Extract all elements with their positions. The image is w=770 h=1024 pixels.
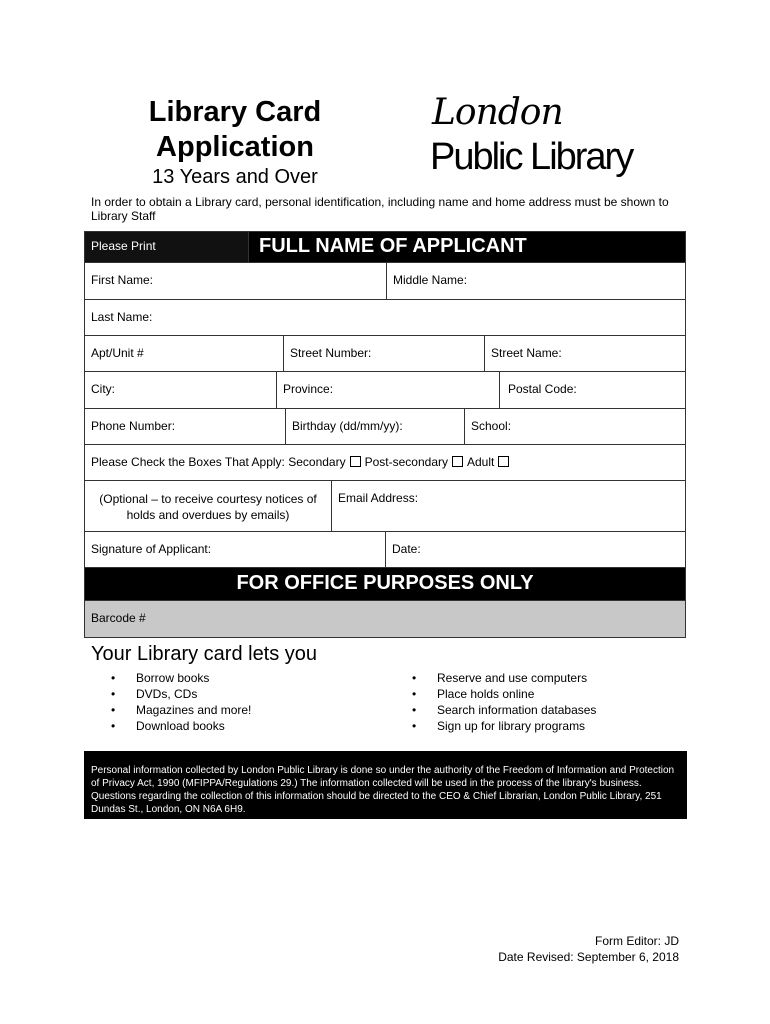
city-label: City: [91,382,115,396]
first-name-label: First Name: [91,273,154,287]
middle-name-label: Middle Name: [393,273,468,287]
privacy-notice: Personal information collected by London Public Library is done so under the authority of the Freedom of Information and Protection of Privacy Act, 1990 (MFIPPA/Regulations 29.) The information collected will be used in the process of the library's business. Questions regarding the collection of this information should be directed to the CEO & Chief Librarian, London Public Library, 251 Dundas St., London, ON N6A 6H9. [84,751,687,819]
list-item: • Reserve and use computers [437,670,596,686]
middle-name-field[interactable] [386,262,686,300]
street-number-label: Street Number: [290,346,372,360]
birthday-field[interactable] [285,408,465,445]
barcode-label: Barcode # [91,611,146,625]
date-label: Date: [392,542,421,556]
list-item: • Magazines and more! [136,702,251,718]
benefits-list-left [136,670,251,734]
signature-label: Signature of Applicant: [91,542,212,556]
list-item: • Search information databases [437,702,596,718]
list-item: • DVDs, CDs [136,686,251,702]
street-name-field[interactable] [484,335,686,372]
secondary-checkbox[interactable] [350,456,361,467]
email-field[interactable] [331,480,686,532]
signature-field[interactable] [84,531,386,568]
date-field[interactable] [385,531,686,568]
adult-label: Adult [466,455,495,469]
page-title [100,95,370,165]
benefits-list-right [437,670,596,734]
last-name-label: Last Name: [91,310,153,324]
barcode-field [84,600,686,638]
list-item: • Place holds online [437,686,596,702]
category-checkboxes-row [84,444,686,481]
postal-code-label: Postal Code: [508,382,577,396]
email-label: Email Address: [338,491,419,505]
province-label: Province: [283,382,334,396]
please-print-label: Please Print [84,231,249,263]
street-number-field[interactable] [283,335,485,372]
subtitle: 13 Years and Over [152,166,318,188]
apt-label: Apt/Unit # [91,346,144,360]
logo-public-library: Public Library [430,136,633,178]
benefits-title: Your Library card lets you [91,643,318,665]
intro-text: In order to obtain a Library card, personal identification, including name and home address must be shown to Library Staff [91,195,669,223]
title-line: Application [156,131,314,163]
logo-london: London [432,92,563,133]
city-field[interactable] [84,371,277,409]
postsecondary-checkbox[interactable] [452,456,463,467]
phone-label: Phone Number: [91,419,176,433]
list-item: • Download books [136,718,251,734]
list-item: • Borrow books [136,670,251,686]
school-label: School: [471,419,512,433]
office-title: FOR OFFICE PURPOSES ONLY [84,567,686,601]
title-line: Library Card [148,96,322,128]
footer [498,933,679,965]
list-item: • Sign up for library programs [437,718,596,734]
postal-code-field[interactable] [499,371,686,409]
optional-note: (Optional – to receive courtesy notices of holds and overdues by emails) [84,480,332,532]
adult-checkbox[interactable] [498,456,509,467]
form-editor: Form Editor: JD [594,934,679,948]
province-field[interactable] [276,371,500,409]
birthday-label: Birthday (dd/mm/yy): [292,419,403,433]
section-title: FULL NAME OF APPLICANT [248,231,686,263]
last-name-field[interactable] [84,299,686,336]
first-name-field[interactable] [84,262,387,300]
apt-field[interactable] [84,335,284,372]
date-revised: Date Revised: September 6, 2018 [498,950,679,964]
phone-field[interactable] [84,408,286,445]
check-label: Please Check the Boxes That Apply: Secondary [91,455,346,469]
street-name-label: Street Name: [491,346,562,360]
postsecondary-label: Post-secondary [364,455,448,469]
school-field[interactable] [464,408,686,445]
